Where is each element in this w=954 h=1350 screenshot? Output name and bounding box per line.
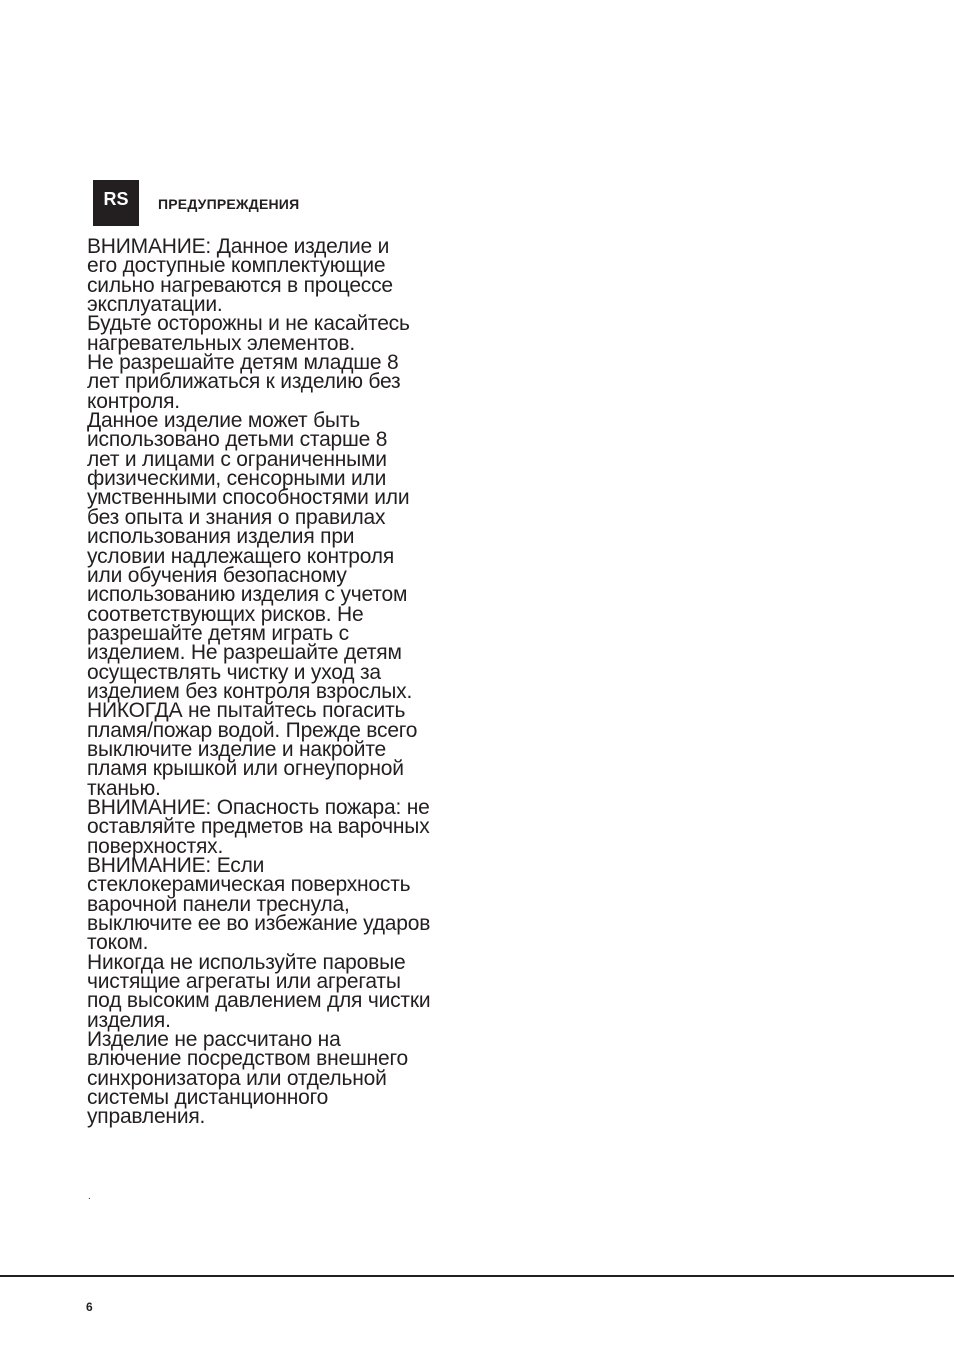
text-line: чистящие агрегаты или агрегаты xyxy=(87,970,401,994)
text-line: лет и лицами с ограниченными xyxy=(87,447,387,471)
text-line: варочной панели треснула, xyxy=(87,892,350,916)
text-line: Не разрешайте детям младше 8 xyxy=(87,351,399,375)
text-line: эксплуатации. xyxy=(87,293,223,317)
text-line: током. xyxy=(87,931,149,955)
section-title: ПРЕДУПРЕЖДЕНИЯ xyxy=(158,196,300,212)
text-line: лет приближаться к изделию без xyxy=(87,370,401,394)
text-line: НИКОГДА не пытайтесь погасить xyxy=(87,699,406,723)
text-line: нагревательных элементов. xyxy=(87,331,355,355)
text-line: Никогда не используйте паровые xyxy=(87,950,406,974)
text-line: умственными способностями или xyxy=(87,486,410,510)
text-line: пламя/пожар водой. Прежде всего xyxy=(87,718,418,742)
text-line: осуществлять чистку и уход за xyxy=(87,660,381,684)
stray-mark: . xyxy=(88,1191,91,1202)
text-line: влючение посредством внешнего xyxy=(87,1047,409,1071)
warnings-text xyxy=(87,237,467,1127)
text-line: синхронизатора или отдельной xyxy=(87,1066,387,1090)
text-line: использованию изделия с учетом xyxy=(87,583,408,607)
footer-divider xyxy=(0,1275,954,1277)
text-line: изделием без контроля взрослых. xyxy=(87,679,413,703)
text-line: ВНИМАНИЕ: Опасность пожара: не xyxy=(87,795,430,819)
text-line: или обучения безопасному xyxy=(87,563,347,587)
text-line: ВНИМАНИЕ: Данное изделие и xyxy=(87,235,390,258)
text-line: сильно нагреваются в процессе xyxy=(87,273,393,297)
text-line: пламя крышкой или огнеупорной xyxy=(87,757,404,781)
text-line: изделием. Не разрешайте детям xyxy=(87,641,402,665)
text-line: Изделие не рассчитано на xyxy=(87,1028,341,1052)
text-line: под высоким давлением для чистки xyxy=(87,989,431,1013)
text-line: физическими, сенсорными или xyxy=(87,467,387,491)
text-line: использования изделия при xyxy=(87,525,355,549)
text-line: выключите ее во избежание ударов xyxy=(87,912,431,936)
text-line: условии надлежащего контроля xyxy=(87,544,395,568)
text-line: тканью. xyxy=(87,776,161,800)
text-line: системы дистанционного xyxy=(87,1086,329,1110)
text-line: его доступные комплектующие xyxy=(87,254,386,278)
text-line: оставляйте предметов на варочных xyxy=(87,815,430,839)
text-line: выключите изделие и накройте xyxy=(87,737,386,761)
text-line: стеклокерамическая поверхность xyxy=(87,873,411,897)
page-number: 6 xyxy=(86,1300,93,1314)
text-line: изделия. xyxy=(87,1008,171,1032)
text-line: использовано детьми старше 8 xyxy=(87,428,388,452)
text-line: управления. xyxy=(87,1105,206,1129)
text-line: поверхностях. xyxy=(87,834,224,858)
text-line: разрешайте детям играть с xyxy=(87,621,349,645)
language-badge: RS xyxy=(93,180,139,226)
text-line: соответствующих рисков. Не xyxy=(87,602,364,626)
text-line: Будьте осторожны и не касайтесь xyxy=(87,312,410,336)
text-line: Данное изделие может быть xyxy=(87,409,360,433)
text-line: ВНИМАНИЕ: Если xyxy=(87,854,265,877)
text-line: без опыта и знания о правилах xyxy=(87,505,386,529)
text-line: контроля. xyxy=(87,389,180,413)
